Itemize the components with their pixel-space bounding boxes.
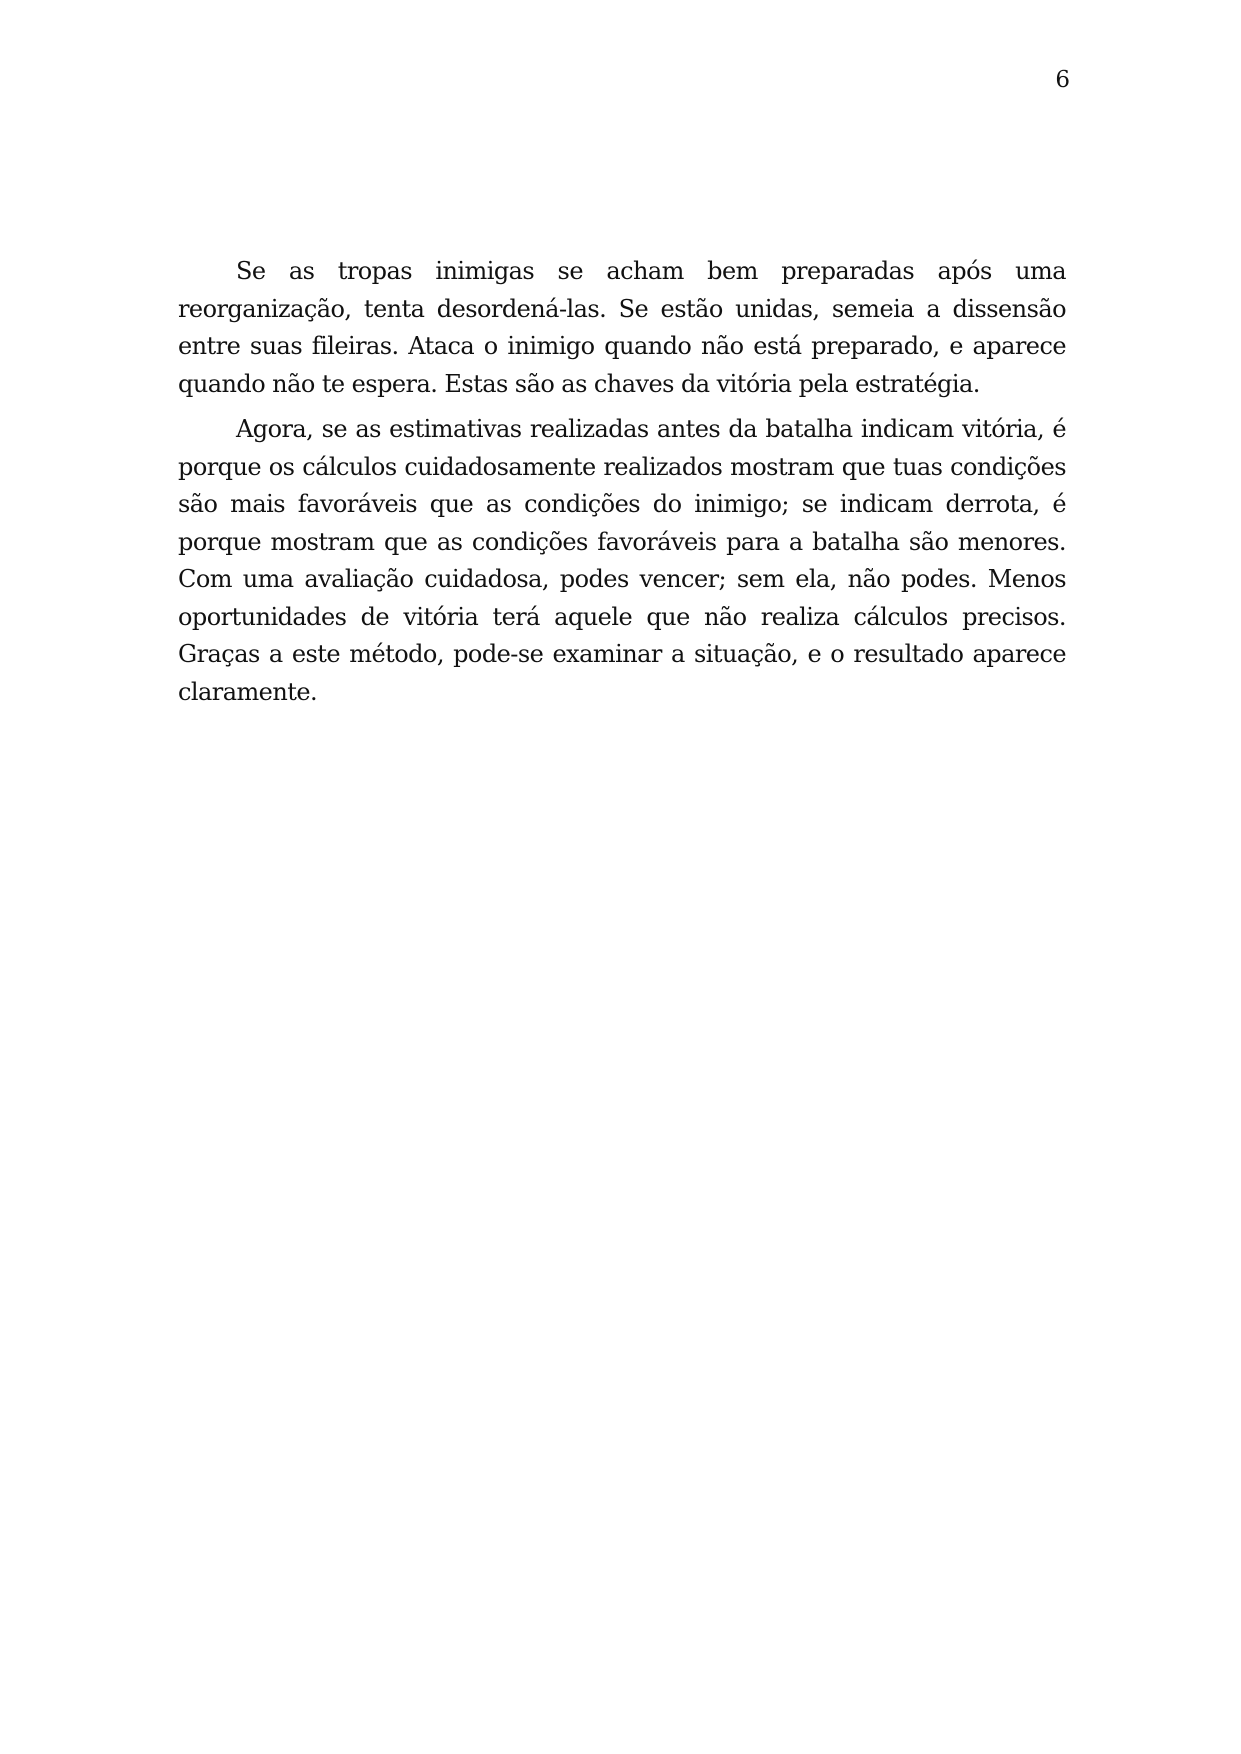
body-text [178,253,1066,711]
paragraph: Se as tropas inimigas se acham bem preparadas após uma reorganização, tenta desordená-las. Se estão unidas, semeia a dissensão entre suas fileiras. Ataca o inimigo quando não está preparado, e aparece quando não te espera. Estas são as chaves da vitória pela estratégia. [178,257,1066,398]
page-number: 6 [1055,67,1070,93]
paragraph: Agora, se as estimativas realizadas antes da batalha indicam vitória, é porque os cálculos cuidadosamente realizados mostram que tuas condições são mais favoráveis que as condições do inimigo; se indicam derrota, é porque mostram que as condições favoráveis para a batalha são menores. Com uma avaliação cuidadosa, podes vencer; sem ela, não podes. Menos oportunidades de vitória terá aquele que não realiza cálculos precisos. Graças a este método, pode-se examinar a situação, e o resultado aparece claramente. [178,415,1066,706]
